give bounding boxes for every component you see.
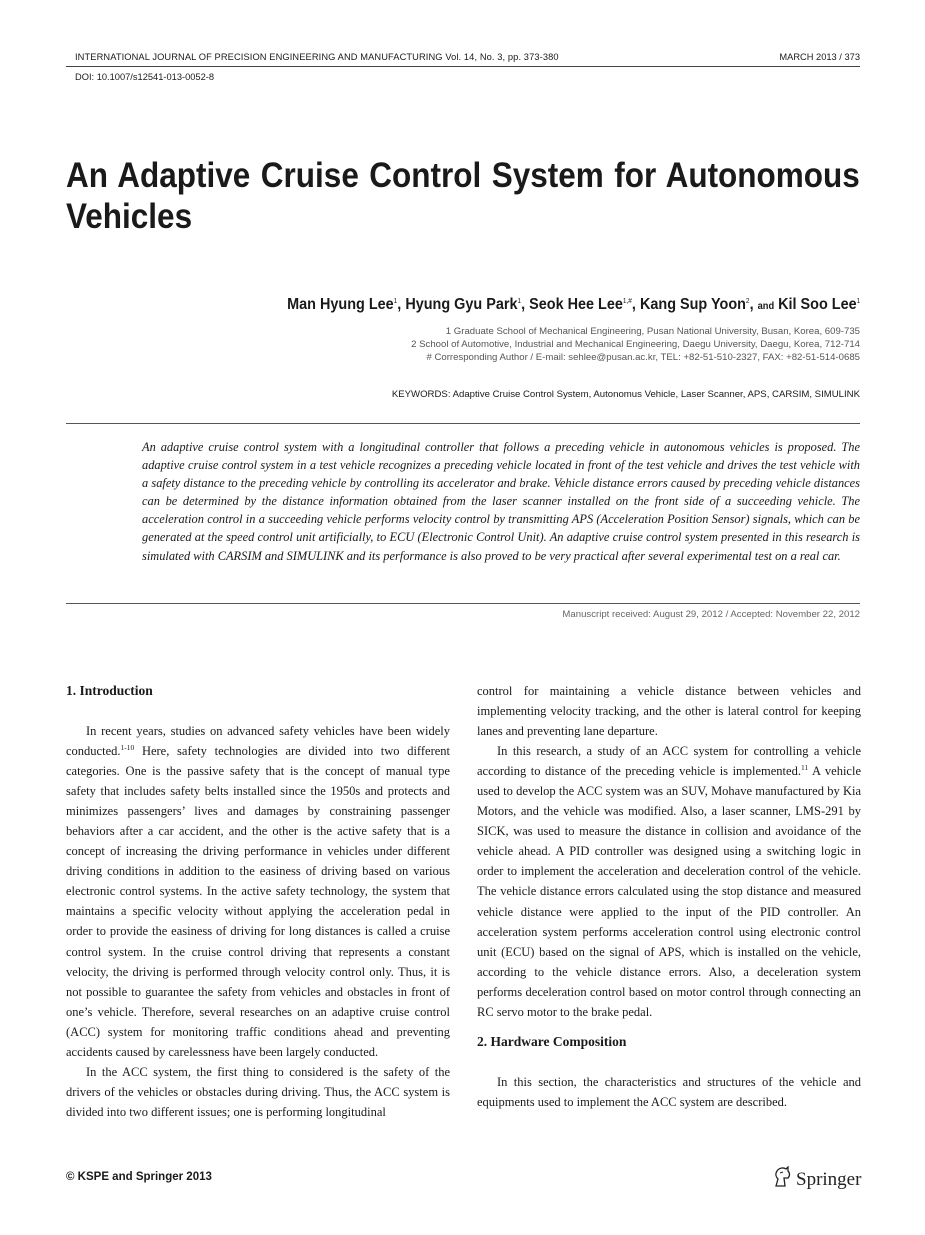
citation: 1-10: [120, 743, 135, 753]
paragraph-text: In recent years, studies on advanced safety vehicles have been widely conducted.: [66, 724, 450, 759]
affiliation-2: 2 School of Automotive, Industrial and Mechanical Engineering, Daegu University, Daegu, Korea, 712-714: [411, 339, 860, 350]
title-line-1: An Adaptive Cruise Control System for Autonomous: [66, 156, 860, 195]
author-affiliation-mark: 1,#: [622, 298, 632, 305]
page-info: MARCH 2013 / 373: [779, 52, 860, 62]
author-separator: ,: [397, 296, 406, 313]
author-name: Man Hyung Lee: [286, 296, 394, 313]
author-affiliation-mark: 1: [517, 298, 521, 305]
body-column-left: [66, 681, 450, 1122]
author-affiliation-mark: 2: [745, 298, 750, 305]
paragraph-text: In this research, a study of an ACC system for controlling a vehicle according to distance of the preceding vehicle is implemented.: [477, 744, 861, 779]
corresponding-author: # Corresponding Author / E-mail: sehlee@pusan.ac.kr, TEL: +82-51-510-2327, FAX: +82-51-514-0685: [426, 352, 860, 363]
affiliation-1: 1 Graduate School of Mechanical Engineering, Pusan National University, Busan, Korea, 609-735: [445, 326, 860, 337]
paragraph-text: Here, safety technologies are divided into two different categories. One is the passive safety that is the concept of manual type safety that includes safety belts installed since the 1950s and protects and minimizes passengers’ lives and damages by constraining passenger behaviors after a car accident, and the other is the active safety that is a concept of increasing the driving performance in vehicles under different driving conditions in addition to the easiness of driving based on various electronic control systems. In the active safety technology, the system that maintains a specific velocity without applying the acceleration pedal in order to provide the easiness of driving for long distances is called a cruise control system. In the cruise control driving that represents a constant velocity, the driving is performed through velocity control only. Thus, it is not possible to guarantee the safety from vehicles and obstacles in front of one’s vehicle. Therefore, several researches on an adaptive cruise control (ACC) system for monitoring traffic conditions ahead and preventing accidents caused by carelessness have been largely conducted.: [66, 744, 450, 1059]
author-affiliation-mark: 1: [393, 298, 398, 305]
manuscript-dates: Manuscript received: August 29, 2012 / Accepted: November 22, 2012: [562, 609, 860, 620]
doi: DOI: 10.1007/s12541-013-0052-8: [75, 72, 215, 82]
citation: 11: [800, 763, 809, 773]
springer-wordmark: Springer: [796, 1168, 862, 1190]
author-separator: ,: [631, 296, 640, 313]
abstract-bottom-rule: [66, 603, 860, 604]
author-name: Seok Hee Lee: [528, 296, 623, 313]
paragraph-continued: control for maintaining a vehicle distance between vehicles and implementing velocity tracking, and the other is lateral control for keeping lanes and preventing lane departure.: [477, 684, 861, 739]
section-heading-hardware: 2. Hardware Composition: [477, 1033, 627, 1049]
paragraph: [477, 741, 861, 1022]
paragraph: In the ACC system, the first thing to considered is the safety of the drivers of the vehicles or obstacles during driving. Thus, the ACC system is divided into two different issues; one is performing longitudinal: [66, 1064, 450, 1119]
author-name: Kil Soo Lee: [777, 296, 857, 313]
header-rule: [66, 66, 860, 67]
title-line-2: Vehicles: [66, 197, 193, 236]
author-and: and: [757, 301, 774, 312]
copyright: © KSPE and Springer 2013: [66, 1171, 212, 1183]
author-name: Kang Sup Yoon: [639, 296, 746, 313]
author-name: Hyung Gyu Park: [405, 296, 518, 313]
author-list: [287, 296, 860, 314]
journal-header: INTERNATIONAL JOURNAL OF PRECISION ENGINEERING AND MANUFACTURING Vol. 14, No. 3, pp. 373-380: [75, 52, 559, 62]
springer-horse-icon: [772, 1166, 792, 1193]
author-separator: ,: [749, 296, 758, 313]
author-affiliation-mark: 1: [856, 298, 860, 305]
keywords: KEYWORDS: Adaptive Cruise Control System, Autonomus Vehicle, Laser Scanner, APS, CARSIM, SIMULINK: [391, 389, 860, 400]
paragraph: In this section, the characteristics and structures of the vehicle and equipments used to implement the ACC system are described.: [477, 1074, 861, 1109]
author-separator: ,: [520, 296, 529, 313]
body-column-right: [477, 681, 861, 1112]
paper-title: [66, 155, 860, 237]
section-heading-introduction: 1. Introduction: [66, 683, 153, 698]
springer-logo: [772, 1166, 861, 1193]
paragraph: [66, 721, 450, 1062]
paragraph-text: A vehicle used to develop the ACC system was an SUV, Mohave manufactured by Kia Motors, and the vehicle was modified. Also, a laser scanner, LMS-291 by SICK, was used to measure the distance in collision and avoidance of the vehicle ahead. A PID controller was designed using a switching logic in order to implement the acceleration and deceleration control of the vehicle. The vehicle distance errors calculated using the stop distance and measured vehicle distance were applied to the input of the PID controller. An acceleration system performs acceleration control using electronic control unit (ECU) based on the signal of APS, which is installed on the vehicle, according to the vehicle distance errors. Also, a deceleration system performs deceleration control based on motor control through connecting an RC servo motor to the brake pedal.: [477, 764, 861, 1019]
abstract: An adaptive cruise control system with a longitudinal controller that follows a preceding vehicle in autonomous vehicles is proposed. The adaptive cruise control system in a test vehicle recognizes a preceding vehicle located in front of the test vehicle and drives the test vehicle with a safety distance to the preceding vehicle by controlling its accelerator and brake. Vehicle distance errors caused by preceding vehicle distances can be determined by the distance information obtained from the laser scanner installed on the front side of a succeeding vehicle. The acceleration control in a succeeding vehicle performs velocity control by transmitting APS (Acceleration Position Sensor) signals, which can be generated at the speed control unit artificially, to ECU (Electronic Control Unit). An adaptive cruise control system presented in this research is simulated with CARSIM and SIMULINK and its performance is also proved to be very practical after several experimental test on a real car.: [142, 440, 860, 563]
abstract-top-rule: [66, 423, 860, 424]
